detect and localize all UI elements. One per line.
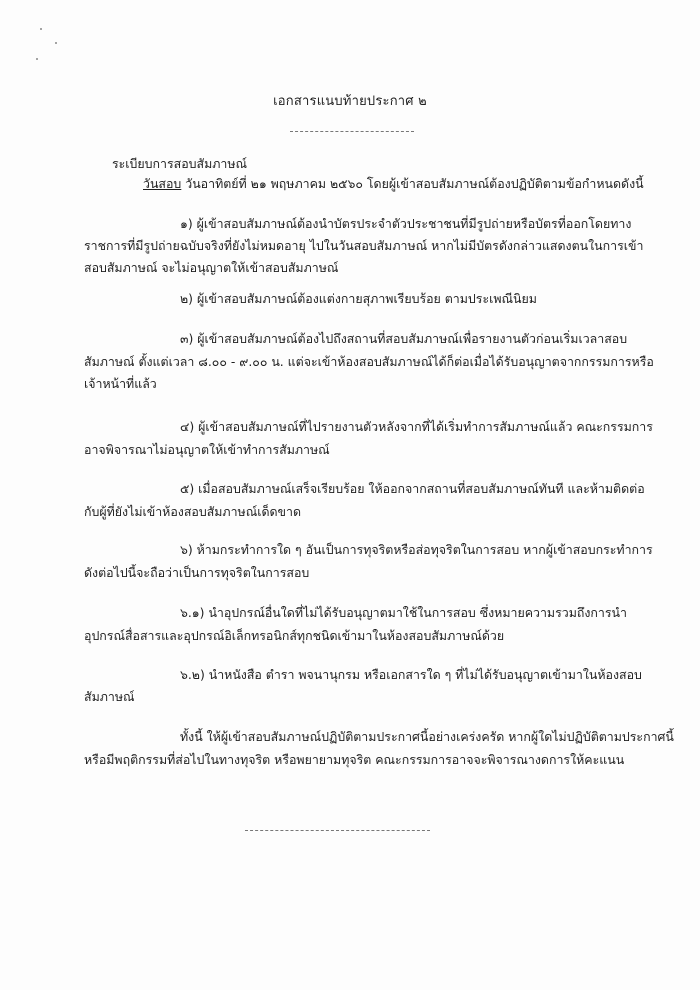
rule-3-line-3: เจ้าหน้าที่แล้ว <box>84 376 157 391</box>
rule-1-line-2: ราชการที่มีรูปถ่ายฉบับจริงที่ยังไม่หมดอายุ ไปในวันสอบสัมภาษณ์ หากไม่มีบัตรดังกล่าวแสดงตนในการเข้า <box>84 238 644 253</box>
exam-date-line <box>143 175 644 193</box>
exam-date-label: วันสอบ <box>143 176 182 191</box>
rule-4-line-2: อาจพิจารณาไม่อนุญาตให้เข้าทำการสัมภาษณ์ <box>84 442 330 457</box>
end-divider <box>245 830 430 831</box>
exam-date-text: วันอาทิตย์ที่ ๒๑ พฤษภาคม ๒๕๖๐ โดยผู้เข้าสอบสัมภาษณ์ต้องปฏิบัติตามข้อกำหนดดังนี้ <box>181 176 644 191</box>
rule-5-line-2: กับผู้ที่ยังไม่เข้าห้องสอบสัมภาษณ์เด็ดขาด <box>84 504 302 519</box>
rule-6-1-line-2: อุปกรณ์สื่อสารและอุปกรณ์อิเล็กทรอนิกส์ทุกชนิดเข้ามาในห้องสอบสัมภาษณ์ด้วย <box>84 628 505 643</box>
rule-3-line-1: ๓) ผู้เข้าสอบสัมภาษณ์ต้องไปถึงสถานที่สอบสัมภาษณ์เพื่อรายงานตัวก่อนเริ่มเวลาสอบ <box>180 331 628 346</box>
rule-2-line-1: ๒) ผู้เข้าสอบสัมภาษณ์ต้องแต่งกายสุภาพเรียบร้อย ตามประเพณีนิยม <box>180 291 537 306</box>
rule-6-1-line-1: ๖.๑) นำอุปกรณ์อื่นใดที่ไม่ได้รับอนุญาตมาใช้ในการสอบ ซึ่งหมายความรวมถึงการนำ <box>180 605 627 620</box>
rule-6-2-line-2: สัมภาษณ์ <box>84 689 135 704</box>
rule-3-line-2: สัมภาษณ์ ตั้งแต่เวลา ๘.๐๐ - ๙.๐๐ น. แต่จะเข้าห้องสอบสัมภาษณ์ได้ก็ต่อเมื่อได้รับอนุญาตจากกรรมการหรือ <box>84 354 654 369</box>
rule-1-line-1: ๑) ผู้เข้าสอบสัมภาษณ์ต้องนำบัตรประจำตัวประชาชนที่มีรูปถ่ายหรือบัตรที่ออกโดยทาง <box>180 216 632 231</box>
scan-speck <box>55 42 57 44</box>
rule-6-line-1: ๖) ห้ามกระทำการใด ๆ อันเป็นการทุจริตหรือส่อทุจริตในการสอบ หากผู้เข้าสอบกระทำการ <box>180 542 653 557</box>
rule-6-line-2: ดังต่อไปนี้จะถือว่าเป็นการทุจริตในการสอบ <box>84 565 310 580</box>
title-divider <box>290 131 414 132</box>
rule-4-line-1: ๔) ผู้เข้าสอบสัมภาษณ์ที่ไปรายงานตัวหลังจากที่ได้เริ่มทำการสัมภาษณ์แล้ว คณะกรรมการ <box>180 419 653 434</box>
scan-speck <box>36 58 38 60</box>
section-heading: ระเบียบการสอบสัมภาษณ์ <box>112 156 248 171</box>
closing-line-2: หรือมีพฤติกรรมที่ส่อไปในทางทุจริต หรือพยายามทุจริต คณะกรรมการอาจจะพิจารณางดการให้คะแนน <box>84 752 625 767</box>
rule-6-2-line-1: ๖.๒) นำหนังสือ ตำรา พจนานุกรม หรือเอกสารใด ๆ ที่ไม่ได้รับอนุญาตเข้ามาในห้องสอบ <box>180 667 642 682</box>
rule-1-line-3: สอบสัมภาษณ์ จะไม่อนุญาตให้เข้าสอบสัมภาษณ์ <box>84 260 339 275</box>
scan-speck <box>40 28 42 30</box>
document-title: เอกสารแนบท้ายประกาศ ๒ <box>273 94 427 109</box>
closing-line-1: ทั้งนี้ ให้ผู้เข้าสอบสัมภาษณ์ปฏิบัติตามประกาศนี้อย่างเคร่งครัด หากผู้ใดไม่ปฏิบัติตามประกาศนี้ <box>180 729 674 744</box>
rule-5-line-1: ๕) เมื่อสอบสัมภาษณ์เสร็จเรียบร้อย ให้ออกจากสถานที่สอบสัมภาษณ์ทันที และห้ามติดต่อ <box>180 481 645 496</box>
